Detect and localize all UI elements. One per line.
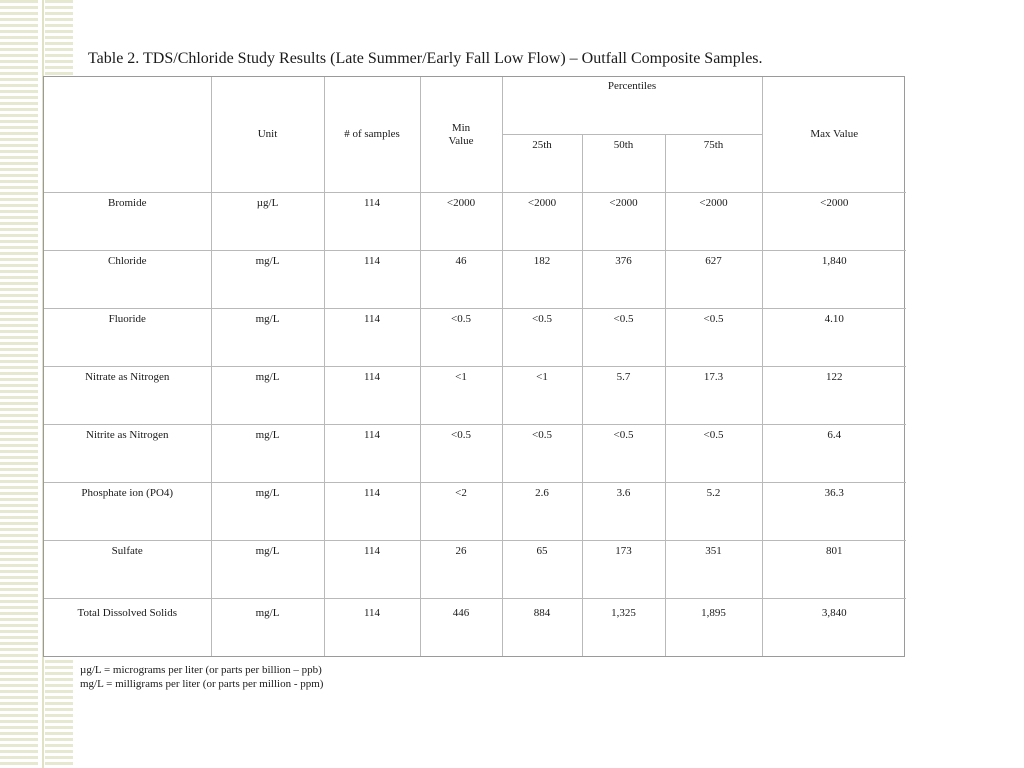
cell-p25: 65 [502, 540, 582, 598]
cell-p50: 5.7 [582, 366, 665, 424]
cell-p50: 3.6 [582, 482, 665, 540]
cell-min: <1 [420, 366, 502, 424]
cell-p75: 351 [665, 540, 762, 598]
cell-min: <0.5 [420, 309, 502, 367]
cell-min: <2 [420, 482, 502, 540]
cell-analyte: Phosphate ion (PO4) [44, 482, 211, 540]
table-row [44, 482, 906, 540]
cell-unit: mg/L [211, 482, 324, 540]
cell-max: 801 [762, 540, 906, 598]
cell-analyte: Sulfate [44, 540, 211, 598]
header-max-value: Max Value [762, 77, 906, 193]
cell-analyte: Total Dissolved Solids [44, 598, 211, 656]
cell-p25: <0.5 [502, 309, 582, 367]
cell-max: 3,840 [762, 598, 906, 656]
header-min-line1: Min [451, 121, 471, 134]
cell-samples: 114 [324, 251, 420, 309]
cell-unit: µg/L [211, 193, 324, 251]
table-row [44, 366, 906, 424]
cell-min: 46 [420, 251, 502, 309]
cell-max: 6.4 [762, 424, 906, 482]
cell-analyte: Fluoride [44, 309, 211, 367]
cell-samples: 114 [324, 482, 420, 540]
cell-max: <2000 [762, 193, 906, 251]
cell-p25: 884 [502, 598, 582, 656]
cell-p75: 5.2 [665, 482, 762, 540]
cell-samples: 114 [324, 598, 420, 656]
cell-p75: <0.5 [665, 309, 762, 367]
cell-p25: <1 [502, 366, 582, 424]
cell-min: 446 [420, 598, 502, 656]
cell-p50: <0.5 [582, 309, 665, 367]
cell-max: 4.10 [762, 309, 906, 367]
cell-samples: 114 [324, 540, 420, 598]
cell-min: <2000 [420, 193, 502, 251]
cell-p75: 17.3 [665, 366, 762, 424]
cell-p25: 182 [502, 251, 582, 309]
header-min-value [420, 77, 502, 193]
cell-p50: 376 [582, 251, 665, 309]
cell-p50: 173 [582, 540, 665, 598]
cell-unit: mg/L [211, 366, 324, 424]
header-min-line2: Value [448, 134, 474, 147]
header-25th: 25th [502, 135, 582, 193]
header-percentiles: Percentiles [502, 77, 762, 135]
cell-samples: 114 [324, 193, 420, 251]
cell-max: 36.3 [762, 482, 906, 540]
cell-unit: mg/L [211, 540, 324, 598]
cell-analyte: Nitrate as Nitrogen [44, 366, 211, 424]
footnote-ug-per-liter: µg/L = micrograms per liter (or parts per billion – ppb) [80, 664, 322, 676]
header-analyte [44, 77, 211, 193]
header-50th: 50th [582, 135, 665, 193]
cell-p25: 2.6 [502, 482, 582, 540]
cell-min: 26 [420, 540, 502, 598]
header-75th: 75th [665, 135, 762, 193]
cell-unit: mg/L [211, 424, 324, 482]
table-row [44, 251, 906, 309]
cell-p75: 1,895 [665, 598, 762, 656]
cell-p75: <0.5 [665, 424, 762, 482]
table-row [44, 540, 906, 598]
cell-p75: 627 [665, 251, 762, 309]
header-unit: Unit [211, 77, 324, 193]
cell-analyte: Nitrite as Nitrogen [44, 424, 211, 482]
cell-unit: mg/L [211, 598, 324, 656]
table-row [44, 424, 906, 482]
cell-p50: <2000 [582, 193, 665, 251]
cell-analyte: Bromide [44, 193, 211, 251]
cell-unit: mg/L [211, 251, 324, 309]
cell-p50: 1,325 [582, 598, 665, 656]
cell-p50: <0.5 [582, 424, 665, 482]
header-row-1 [44, 77, 906, 135]
cell-unit: mg/L [211, 309, 324, 367]
cell-samples: 114 [324, 366, 420, 424]
cell-min: <0.5 [420, 424, 502, 482]
footnote-mg-per-liter: mg/L = milligrams per liter (or parts per million - ppm) [80, 678, 324, 690]
results-table [44, 77, 906, 656]
cell-max: 122 [762, 366, 906, 424]
cell-samples: 114 [324, 309, 420, 367]
cell-analyte: Chloride [44, 251, 211, 309]
results-table-frame [43, 76, 905, 657]
table-row [44, 193, 906, 251]
cell-p75: <2000 [665, 193, 762, 251]
cell-samples: 114 [324, 424, 420, 482]
table-footnotes [80, 663, 323, 691]
table-row [44, 309, 906, 367]
cell-p25: <0.5 [502, 424, 582, 482]
header-samples: # of samples [324, 77, 420, 193]
table-title: Table 2. TDS/Chloride Study Results (Late Summer/Early Fall Low Flow) – Outfall Composite Samples. [88, 50, 763, 67]
cell-max: 1,840 [762, 251, 906, 309]
cell-p25: <2000 [502, 193, 582, 251]
table-row [44, 598, 906, 656]
